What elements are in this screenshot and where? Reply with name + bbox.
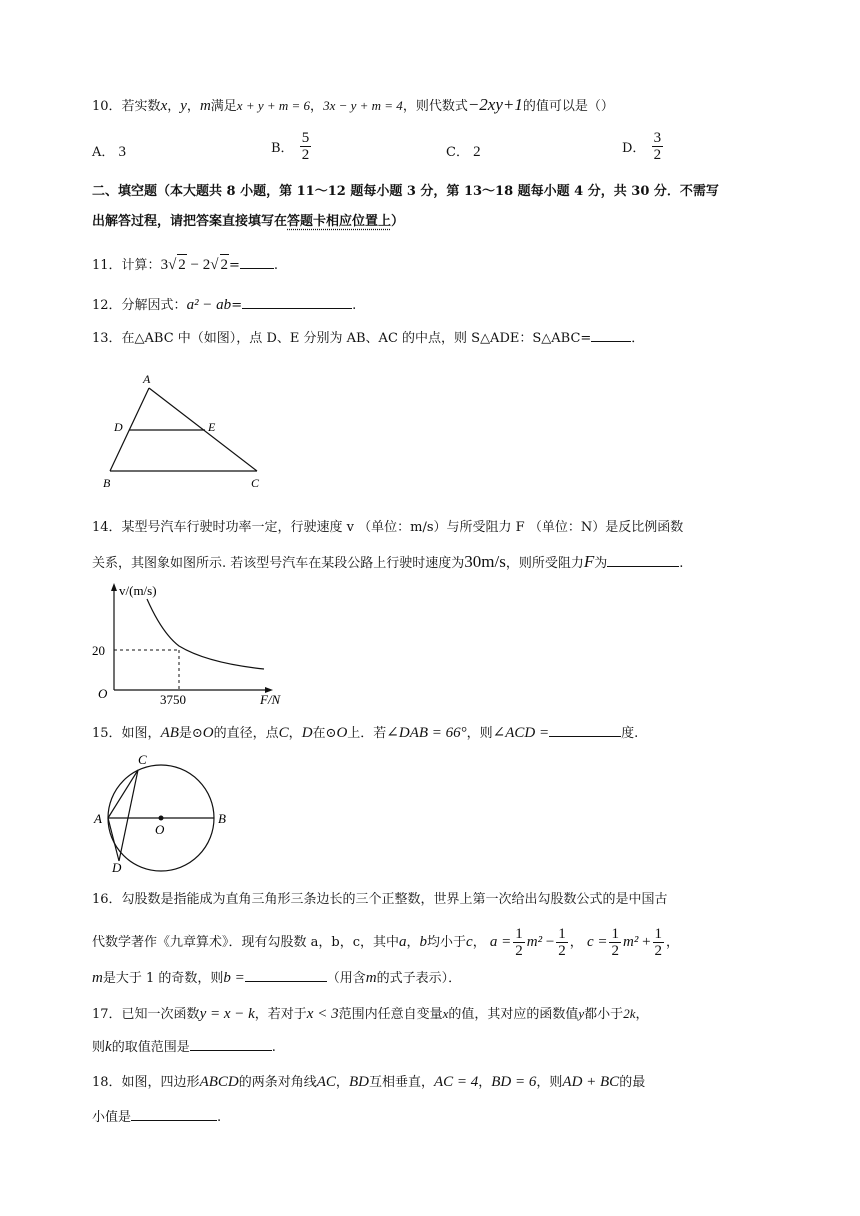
q18-line1: 18．如图，四边形ABCD的两条对角线AC，BD互相垂直，AC = 4，BD = 6，则AD + BC的最 [92, 1074, 646, 1090]
chord-cd [119, 770, 138, 861]
label-d: D [114, 420, 123, 434]
inverse-curve [147, 599, 264, 669]
q17-line1: 17．已知一次函数y = x − k，若对于x < 3范围内任意自变量x的值，其对应的函数值y都小于2k， [92, 1006, 649, 1022]
label-d: D [112, 860, 122, 874]
y-axis-arrow [111, 583, 117, 591]
answer-blank[interactable] [131, 1106, 217, 1121]
q13-triangle-figure [100, 370, 270, 490]
q10-option-a[interactable]: A． 3 [92, 144, 127, 160]
origin-label: O [98, 686, 108, 701]
answer-blank[interactable] [591, 327, 631, 342]
q16-line1: 16．勾股数是指能成为直角三角形三条边长的三个正整数，世界上第一次给出勾股数公式的是中国古 [92, 892, 668, 907]
x-axis-label: F/N [260, 692, 281, 707]
section2-heading-line2: 出解答过程，请把答案直接填写在答题卡相应位置上） [92, 214, 405, 229]
label-a: A [143, 372, 151, 386]
label-o: O [155, 822, 165, 837]
q16-line2: 代数学著作《九章算术》．现有勾股数 a，b，c，其中a，b均小于c， a = $\frac{1}{2}$ m² − $\frac{1}{2}$ ， c = $\frac{1}{2}$ m² + $\frac{1}{2}$ ， [92, 926, 680, 959]
q14-inverse-graph [92, 578, 312, 710]
label-c: C [138, 752, 147, 767]
q12: 12．分解因式：a² − ab= . [92, 294, 356, 316]
q16-line3: m是大于 1 的奇数，则b = （用含m的式子表示）． [92, 967, 461, 989]
answer-blank[interactable] [190, 1036, 272, 1051]
q15: 15．如图，AB是⊙O的直径，点C，D在⊙O上．若∠DAB = 66°，则∠ACD = 度. [92, 722, 638, 744]
q17-line2: 则k的取值范围是 . [92, 1036, 276, 1058]
q14-line2: 关系，其图象如图所示. 若该型号汽车在某段公路上行驶时速度为30m/s，则所受阻力F为 . [92, 552, 684, 571]
chord-ad [108, 818, 119, 861]
answer-blank[interactable] [607, 552, 679, 567]
x-tick-3750: 3750 [160, 692, 186, 707]
q10-option-b[interactable]: B． $\frac{5}{2}$ [271, 130, 310, 163]
center-dot [159, 816, 164, 821]
section2-heading-line1: 二、填空题（本大题共 8 小题，第 11～12 题每小题 3 分，第 13～18 题每小题 4 分，共 30 分．不需写 [92, 184, 719, 199]
label-e: E [208, 420, 216, 434]
answer-blank[interactable] [549, 722, 621, 737]
label-b: B [103, 476, 111, 490]
q13: 13．在△ABC 中（如图），点 D、E 分别为 AB、AC 的中点，则 S△ADE：S△ABC= ． [92, 327, 644, 349]
q10-stem: 10．若实数x，y，m满足x + y + m = 6，3x − y + m = 4，则代数式−2xy+1的值可以是（） [92, 95, 614, 114]
answer-blank[interactable] [245, 967, 327, 982]
y-tick-20: 20 [92, 643, 105, 658]
label-b: B [218, 811, 226, 826]
q14-line1: 14．某型号汽车行驶时功率一定，行驶速度 v （单位：m/s）与所受阻力 F （单位：N）是反比例函数 [92, 520, 684, 535]
answer-blank[interactable] [242, 294, 352, 309]
label-c: C [251, 476, 260, 490]
q10-option-c[interactable]: C． 2 [446, 144, 481, 160]
answer-blank[interactable] [240, 254, 274, 269]
y-axis-label: v/(m/s) [119, 583, 157, 598]
q15-circle-figure [92, 750, 242, 874]
q10-option-d[interactable]: D． $\frac{3}{2}$ [622, 130, 662, 163]
q18-line2: 小值是 . [92, 1106, 221, 1128]
q11: 11．计算：3√ 2 − 2√ 2= . [92, 254, 278, 276]
label-a: A [94, 811, 102, 826]
